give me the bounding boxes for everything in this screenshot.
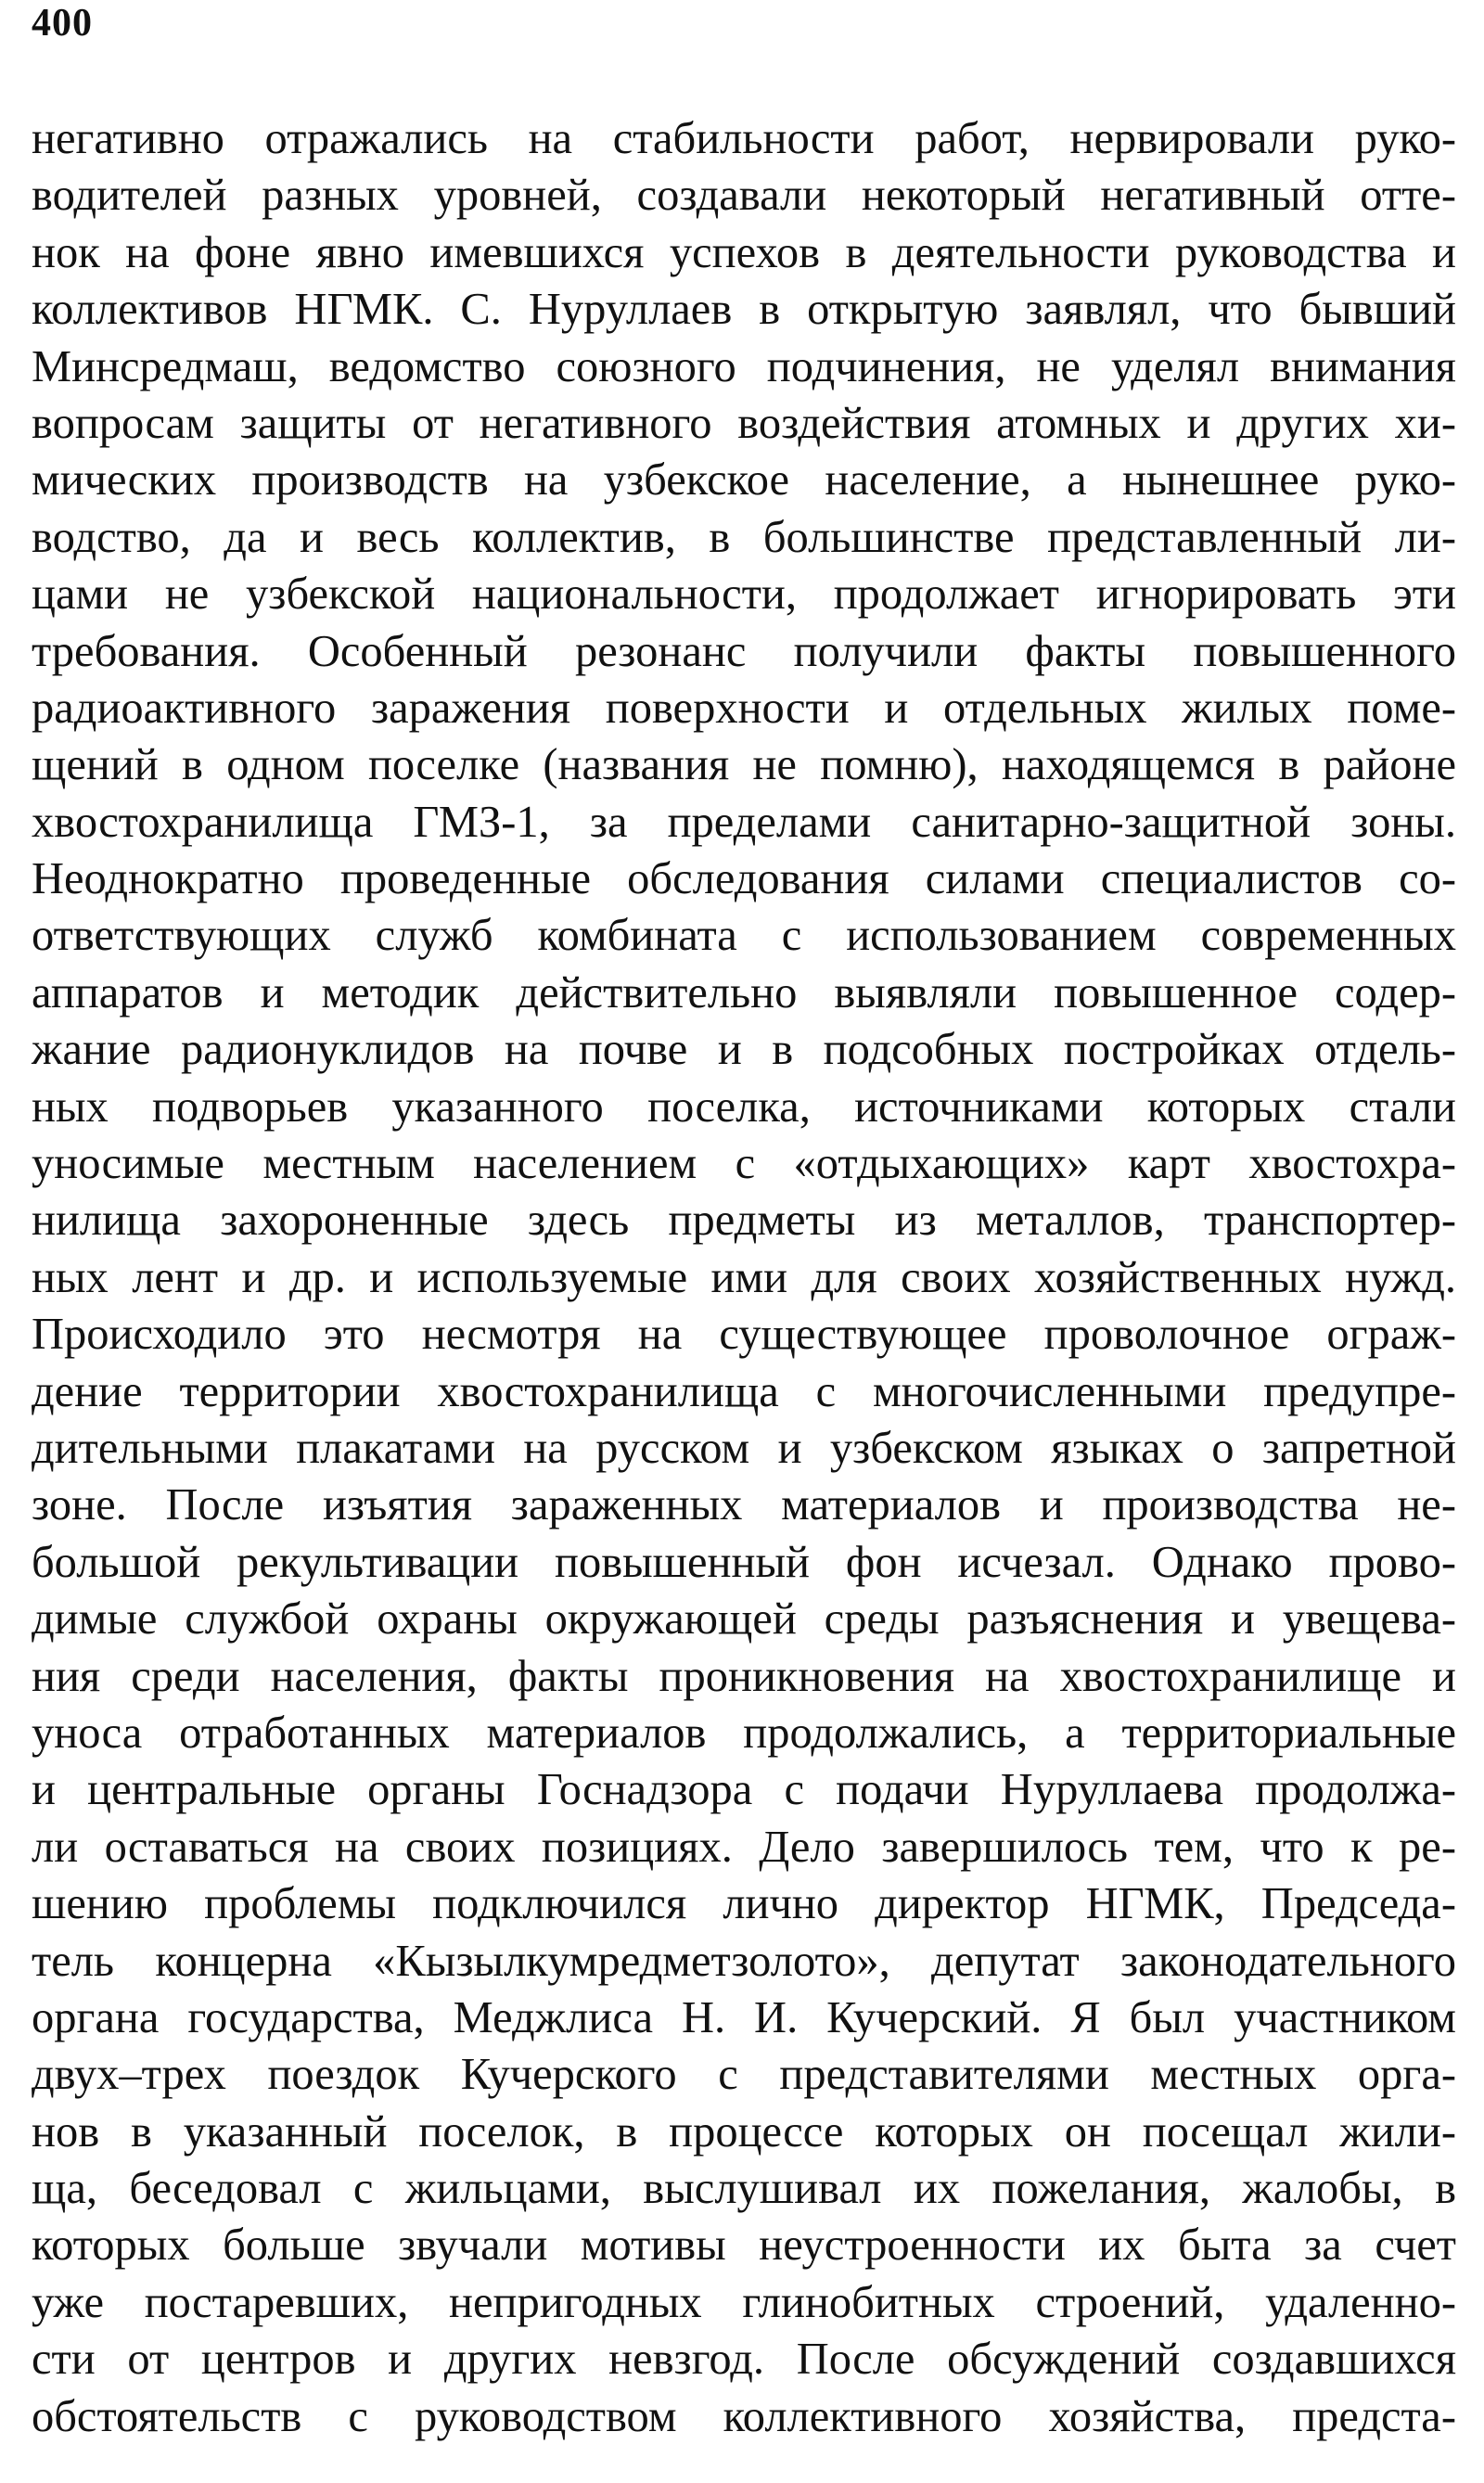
text-line: нок на фоне явно имевшихся успехов в деятельности руководства и: [32, 227, 1456, 277]
text-line: ли оставаться на своих позициях. Дело завершилось тем, что к ре-: [32, 1822, 1456, 1872]
text-line: жание радионуклидов на почве и в подсобных постройках отдель-: [32, 1025, 1456, 1075]
text-line: нов в указанный поселок, в процессе которых он посещал жили-: [32, 2106, 1456, 2157]
text-line: Неоднократно проведенные обследования силами специалистов со-: [32, 854, 1456, 904]
text-line: дительными плакатами на русском и узбекском языках о запретной: [32, 1423, 1456, 1473]
text-line: водство, да и весь коллектив, в большинстве представленный ли-: [32, 512, 1456, 562]
text-line: ответствующих служб комбината с использованием современных: [32, 911, 1456, 961]
text-line: зоне. После изъятия зараженных материалов и производства не-: [32, 1480, 1456, 1530]
text-line: Происходило это несмотря на существующее проволочное ограж-: [32, 1310, 1456, 1360]
text-line: двух–трех поездок Кучерского с представителями местных орга-: [32, 2050, 1456, 2100]
text-line: хвостохранилища ГМЗ-1, за пределами санитарно-защитной зоны.: [32, 797, 1456, 847]
text-line: большой рекультивации повышенный фон исчезал. Однако прово-: [32, 1537, 1456, 1587]
text-line: уноса отработанных материалов продолжались, а территориальные: [32, 1708, 1456, 1758]
text-line: органа государства, Меджлиса Н. И. Кучерский. Я был участником: [32, 1992, 1456, 2042]
page-number: 400: [32, 2, 93, 45]
text-line: тель концерна «Кызылкумредметзолото», депутат законодательного: [32, 1936, 1456, 1986]
text-line: сти от центров и других невзгод. После обсуждений создавшихся: [32, 2335, 1456, 2385]
text-line: Минсредмаш, ведомство союзного подчинения, не уделял внимания: [32, 341, 1456, 391]
text-line: водителей разных уровней, создавали некоторый негативный отте-: [32, 171, 1456, 221]
text-line: нилища захороненные здесь предметы из металлов, транспортер-: [32, 1196, 1456, 1246]
text-line: ния среди населения, факты проникновения на хвостохранилище и: [32, 1651, 1456, 1701]
text-line: радиоактивного заражения поверхности и отдельных жилых поме-: [32, 683, 1456, 733]
text-line: ных лент и др. и используемые ими для своих хозяйственных нужд.: [32, 1252, 1456, 1302]
text-line: и центральные органы Госнадзора с подачи Нуруллаева продолжа-: [32, 1765, 1456, 1815]
text-line: ща, беседовал с жильцами, выслушивал их пожелания, жалобы, в: [32, 2164, 1456, 2214]
text-line: уносимые местным населением с «отдыхающих» карт хвостохра-: [32, 1139, 1456, 1189]
text-line: шению проблемы подключился лично директор НГМК, Председа-: [32, 1879, 1456, 1929]
text-line: негативно отражались на стабильности работ, нервировали руко-: [32, 114, 1456, 163]
text-line: уже постаревших, непригодных глинобитных строений, удаленно-: [32, 2277, 1456, 2327]
text-line: димые службой охраны окружающей среды разъяснения и увещева-: [32, 1594, 1456, 1645]
text-line: аппаратов и методик действительно выявляли повышенное содер-: [32, 967, 1456, 1018]
text-line: обстоятельств с руководством коллективного хозяйства, предста-: [32, 2391, 1456, 2441]
text-line: ных подворьев указанного поселка, источниками которых стали: [32, 1082, 1456, 1132]
text-line: которых больше звучали мотивы неустроенности их быта за счет: [32, 2221, 1456, 2271]
body-text: [32, 110, 1456, 2445]
text-line: щений в одном поселке (названия не помню), находящемся в районе: [32, 740, 1456, 790]
text-line: дение территории хвостохранилища с многочисленными предупре-: [32, 1366, 1456, 1416]
text-line: мических производств на узбекское население, а нынешнее руко-: [32, 455, 1456, 506]
text-line: цами не узбекской национальности, продолжает игнорировать эти: [32, 570, 1456, 620]
text-line: коллективов НГМК. С. Нуруллаев в открытую заявлял, что бывший: [32, 285, 1456, 335]
text-line: требования. Особенный резонанс получили факты повышенного: [32, 626, 1456, 676]
text-line: вопросам защиты от негативного воздействия атомных и других хи-: [32, 398, 1456, 448]
